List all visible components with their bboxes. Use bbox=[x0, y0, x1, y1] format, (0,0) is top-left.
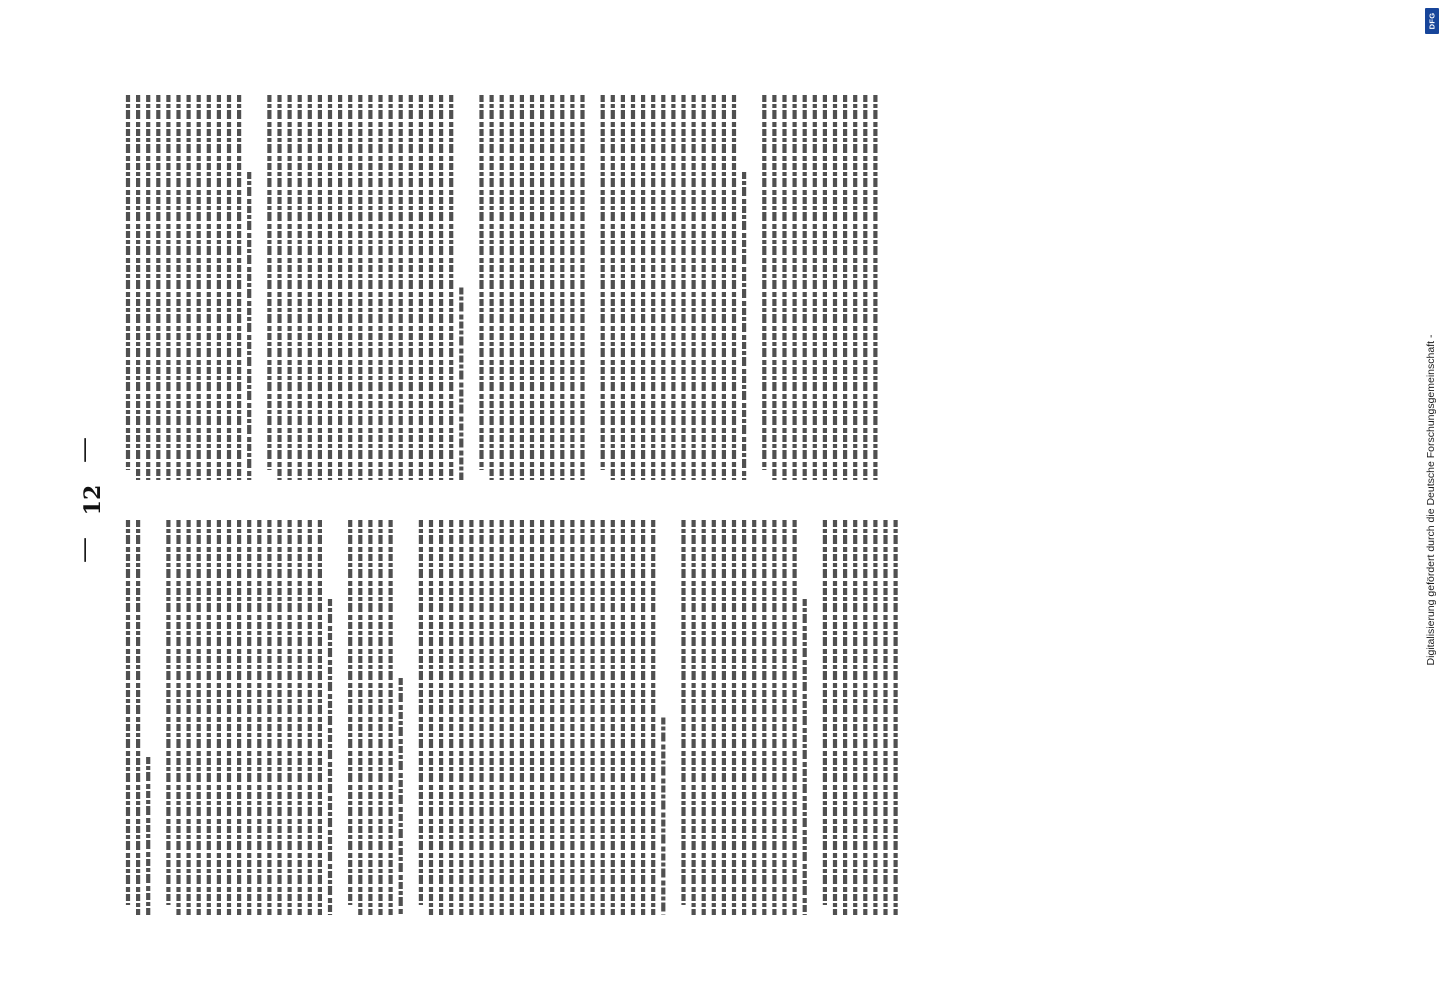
column-left bbox=[128, 520, 896, 915]
header-rule-left: — bbox=[69, 537, 99, 563]
page-header bbox=[69, 437, 106, 563]
column-right bbox=[128, 95, 875, 480]
header-rule-right: — bbox=[69, 437, 99, 463]
dfg-logo: DFG bbox=[1425, 8, 1439, 34]
page-number: 12 bbox=[80, 484, 106, 516]
digitization-notice: Digitalisierung gefördert durch die Deutsche Forschungsgemeinschaft - bbox=[1425, 334, 1437, 666]
